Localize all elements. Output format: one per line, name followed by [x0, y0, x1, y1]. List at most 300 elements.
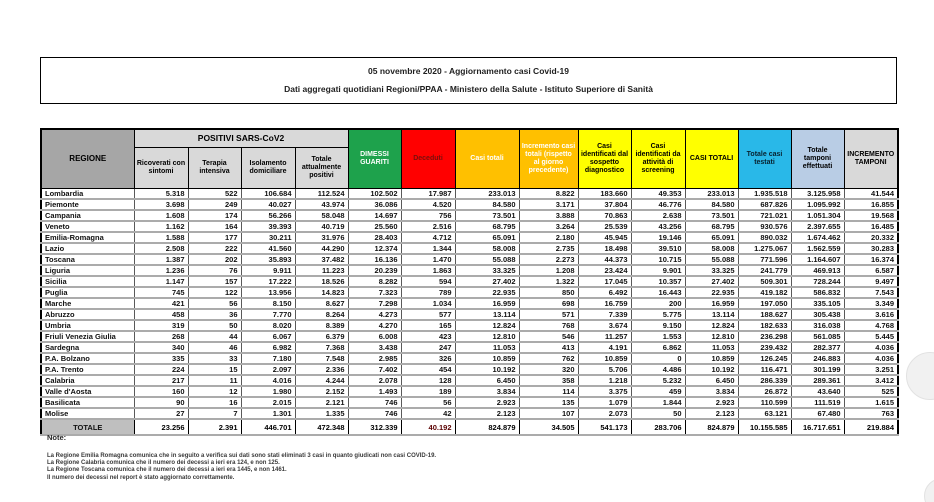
data-cell: 16.443: [631, 287, 685, 298]
data-cell: 6.008: [348, 331, 401, 342]
data-cell: 1.208: [519, 265, 578, 276]
data-cell: 4.191: [578, 342, 631, 353]
data-cell: 3.834: [455, 386, 519, 397]
data-cell: 35.893: [241, 254, 295, 265]
column-header-incremento-casi: Incremento casi totali (rispetto al giorno precedente): [519, 129, 578, 189]
data-cell: 1.980: [241, 386, 295, 397]
data-cell: 10.715: [631, 254, 685, 265]
data-cell: 2.923: [455, 397, 519, 408]
table-row: [41, 210, 898, 221]
data-cell: 4.016: [241, 375, 295, 386]
table-row: [41, 331, 898, 342]
totale-data-cell: 40.192: [401, 419, 455, 435]
column-header-attivita-screening: Casi identificati da attività di screening: [631, 129, 685, 189]
data-cell: 1.844: [631, 397, 685, 408]
totale-data-cell: 312.339: [348, 419, 401, 435]
column-header-terapia-intensiva: Terapia intensiva: [188, 148, 241, 189]
data-cell: 0: [631, 353, 685, 364]
data-cell: 459: [631, 386, 685, 397]
data-cell: 68.795: [685, 221, 738, 232]
table-row: [41, 265, 898, 276]
totale-data-cell: 23.256: [134, 419, 188, 435]
data-cell: 5.445: [844, 331, 898, 342]
data-cell: 241.779: [738, 265, 791, 276]
data-cell: 7: [188, 408, 241, 419]
data-cell: 19.568: [844, 210, 898, 221]
data-cell: 2.397.655: [791, 221, 844, 232]
data-cell: 698: [519, 298, 578, 309]
data-cell: 16.136: [348, 254, 401, 265]
data-cell: 233.013: [685, 189, 738, 200]
data-cell: 10.859: [455, 353, 519, 364]
data-cell: 7.402: [348, 364, 401, 375]
region-name-cell: Liguria: [41, 265, 134, 276]
floating-widget-button-secondary[interactable]: [924, 478, 934, 502]
data-cell: 11.257: [578, 331, 631, 342]
totale-data-cell: 16.717.651: [791, 419, 844, 435]
data-cell: 40.719: [295, 221, 348, 232]
data-cell: 509.301: [738, 276, 791, 287]
data-cell: 286.339: [738, 375, 791, 386]
data-cell: 768: [519, 320, 578, 331]
data-cell: 4.244: [295, 375, 348, 386]
region-name-cell: Campania: [41, 210, 134, 221]
data-cell: 17.987: [401, 189, 455, 200]
data-cell: 546: [519, 331, 578, 342]
data-cell: 36.086: [348, 199, 401, 210]
data-cell: 8.020: [241, 320, 295, 331]
data-cell: 217: [134, 375, 188, 386]
totale-data-cell: 283.706: [631, 419, 685, 435]
data-cell: 13.114: [455, 309, 519, 320]
data-cell: 236.298: [738, 331, 791, 342]
data-cell: 756: [401, 210, 455, 221]
data-cell: 10.357: [631, 276, 685, 287]
data-cell: 3.412: [844, 375, 898, 386]
data-cell: 22.935: [455, 287, 519, 298]
data-cell: 42: [401, 408, 455, 419]
data-cell: 4.036: [844, 342, 898, 353]
data-cell: 7.339: [578, 309, 631, 320]
data-cell: 1.615: [844, 397, 898, 408]
data-cell: 289.361: [791, 375, 844, 386]
column-header-tamponi-effettuati: Totale tamponi effettuati: [791, 129, 844, 189]
column-header-incremento-tamponi: INCREMENTO TAMPONI: [844, 129, 898, 189]
data-cell: 2.985: [348, 353, 401, 364]
data-cell: 8.150: [241, 298, 295, 309]
region-name-cell: Veneto: [41, 221, 134, 232]
data-cell: 2.015: [241, 397, 295, 408]
table-row: [41, 408, 898, 419]
notes-section: [47, 433, 887, 482]
note-line: La Regione Toscana comunica che il numero dei decessi a ieri era 1445, e non 1461.: [47, 467, 287, 474]
data-cell: 745: [134, 287, 188, 298]
data-cell: 8.822: [519, 189, 578, 200]
report-date-title: 05 novembre 2020 - Aggiornamento casi Covid-19: [368, 66, 569, 77]
data-cell: 84.580: [455, 199, 519, 210]
data-cell: 2.638: [631, 210, 685, 221]
totale-data-cell: 219.884: [844, 419, 898, 435]
data-cell: 10.859: [685, 353, 738, 364]
data-cell: 18.526: [295, 276, 348, 287]
data-cell: 2.735: [519, 243, 578, 254]
data-cell: 1.335: [295, 408, 348, 419]
data-cell: 3.125.958: [791, 189, 844, 200]
data-cell: 423: [401, 331, 455, 342]
data-cell: 1.164.607: [791, 254, 844, 265]
data-cell: 458: [134, 309, 188, 320]
data-cell: 320: [519, 364, 578, 375]
data-cell: 594: [401, 276, 455, 287]
data-cell: 561.085: [791, 331, 844, 342]
data-cell: 1.387: [134, 254, 188, 265]
data-cell: 721.021: [738, 210, 791, 221]
table-row: [41, 342, 898, 353]
data-cell: 14.823: [295, 287, 348, 298]
region-name-cell: Abruzzo: [41, 309, 134, 320]
data-cell: 102.502: [348, 189, 401, 200]
totale-data-cell: 824.879: [455, 419, 519, 435]
data-cell: 469.913: [791, 265, 844, 276]
data-cell: 22.935: [685, 287, 738, 298]
table-row: [41, 232, 898, 243]
data-cell: 10.859: [578, 353, 631, 364]
table-row: [41, 364, 898, 375]
data-cell: 12.374: [348, 243, 401, 254]
data-cell: 107: [519, 408, 578, 419]
column-header-casi-testati: Totale casi testati: [738, 129, 791, 189]
data-cell: 84.580: [685, 199, 738, 210]
data-cell: 7.548: [295, 353, 348, 364]
region-name-cell: Emilia-Romagna: [41, 232, 134, 243]
data-cell: 222: [188, 243, 241, 254]
data-cell: 46.776: [631, 199, 685, 210]
data-cell: 182.633: [738, 320, 791, 331]
data-cell: 12.810: [685, 331, 738, 342]
totale-data-cell: 10.155.585: [738, 419, 791, 435]
data-cell: 197.050: [738, 298, 791, 309]
region-name-cell: P.A. Trento: [41, 364, 134, 375]
column-header-ricoverati: Ricoverati con sintomi: [134, 148, 188, 189]
data-cell: 25.539: [578, 221, 631, 232]
table-row: [41, 189, 898, 200]
data-cell: 20.239: [348, 265, 401, 276]
notes-title: Note:: [47, 433, 67, 442]
note-line: Il numero dei decessi nel report è stato aggiornato correttamente.: [47, 474, 235, 481]
report-title-box: [40, 57, 897, 104]
region-name-cell: Molise: [41, 408, 134, 419]
data-cell: 49.353: [631, 189, 685, 200]
column-header-isolamento: Isolamento domiciliare: [241, 148, 295, 189]
totale-data-cell: 472.348: [295, 419, 348, 435]
report-source-subtitle: Dati aggregati quotidiani Regioni/PPAA - Ministero della Salute - Istituto Superiore di Sanità: [284, 84, 653, 95]
data-cell: 17.045: [578, 276, 631, 287]
data-cell: 13.114: [685, 309, 738, 320]
data-cell: 525: [844, 386, 898, 397]
data-cell: 3.674: [578, 320, 631, 331]
data-cell: 746: [348, 397, 401, 408]
data-cell: 68.795: [455, 221, 519, 232]
table-row: [41, 298, 898, 309]
data-cell: 165: [401, 320, 455, 331]
data-cell: 7.298: [348, 298, 401, 309]
data-cell: 1.674.462: [791, 232, 844, 243]
data-cell: 27.402: [455, 276, 519, 287]
region-name-cell: Lombardia: [41, 189, 134, 200]
data-cell: 164: [188, 221, 241, 232]
data-cell: 183.660: [578, 189, 631, 200]
region-name-cell: Piemonte: [41, 199, 134, 210]
data-cell: 112.524: [295, 189, 348, 200]
table-row: [41, 309, 898, 320]
data-cell: 33.325: [455, 265, 519, 276]
data-cell: 56: [401, 397, 455, 408]
data-cell: 28.403: [348, 232, 401, 243]
region-name-cell: Valle d'Aosta: [41, 386, 134, 397]
region-name-cell: Sardegna: [41, 342, 134, 353]
data-cell: 728.244: [791, 276, 844, 287]
data-cell: 7.323: [348, 287, 401, 298]
data-cell: 17.222: [241, 276, 295, 287]
data-cell: 63.121: [738, 408, 791, 419]
data-cell: 11: [188, 375, 241, 386]
data-cell: 746: [348, 408, 401, 419]
data-cell: 5.706: [578, 364, 631, 375]
data-cell: 789: [401, 287, 455, 298]
data-cell: 4.486: [631, 364, 685, 375]
data-cell: 44: [188, 331, 241, 342]
data-cell: 2.097: [241, 364, 295, 375]
data-cell: 27: [134, 408, 188, 419]
column-header-casi-totali: Casi totali: [455, 129, 519, 189]
data-cell: 4.520: [401, 199, 455, 210]
data-cell: 3.251: [844, 364, 898, 375]
data-cell: 114: [519, 386, 578, 397]
data-cell: 1.863: [401, 265, 455, 276]
data-cell: 1.079: [578, 397, 631, 408]
data-cell: 4.273: [348, 309, 401, 320]
data-cell: 189: [401, 386, 455, 397]
column-header-sospetto-diagnostico: Casi identificati dal sospetto diagnostico: [578, 129, 631, 189]
region-name-cell: P.A. Bolzano: [41, 353, 134, 364]
data-cell: 1.236: [134, 265, 188, 276]
data-cell: 44.373: [578, 254, 631, 265]
data-cell: 55.088: [685, 254, 738, 265]
table-row: [41, 386, 898, 397]
data-cell: 8.627: [295, 298, 348, 309]
table-row: [41, 320, 898, 331]
region-name-cell: Toscana: [41, 254, 134, 265]
data-cell: 6.982: [241, 342, 295, 353]
data-cell: 174: [188, 210, 241, 221]
data-cell: 246.883: [791, 353, 844, 364]
data-cell: 23.424: [578, 265, 631, 276]
data-cell: 7.180: [241, 353, 295, 364]
data-cell: 571: [519, 309, 578, 320]
column-header-regione: REGIONE: [41, 129, 134, 189]
data-cell: 4.712: [401, 232, 455, 243]
data-cell: 335.105: [791, 298, 844, 309]
region-name-cell: Puglia: [41, 287, 134, 298]
data-cell: 6.450: [685, 375, 738, 386]
data-cell: 522: [188, 189, 241, 200]
data-cell: 111.519: [791, 397, 844, 408]
data-cell: 37.482: [295, 254, 348, 265]
data-cell: 2.923: [685, 397, 738, 408]
data-cell: 3.698: [134, 199, 188, 210]
data-cell: 5.775: [631, 309, 685, 320]
data-cell: 2.273: [519, 254, 578, 265]
data-cell: 319: [134, 320, 188, 331]
data-cell: 56.266: [241, 210, 295, 221]
data-cell: 687.826: [738, 199, 791, 210]
data-cell: 1.588: [134, 232, 188, 243]
data-cell: 37.804: [578, 199, 631, 210]
data-cell: 2.073: [578, 408, 631, 419]
data-cell: 18.498: [578, 243, 631, 254]
data-cell: 2.180: [519, 232, 578, 243]
data-cell: 9.901: [631, 265, 685, 276]
data-cell: 2.516: [401, 221, 455, 232]
data-cell: 268: [134, 331, 188, 342]
table-row: [41, 287, 898, 298]
column-header-attualmente-positivi: Totale attualmente positivi: [295, 148, 348, 189]
data-cell: 11.053: [455, 342, 519, 353]
data-cell: 3.834: [685, 386, 738, 397]
data-cell: 33.325: [685, 265, 738, 276]
data-cell: 8.282: [348, 276, 401, 287]
data-cell: 9.150: [631, 320, 685, 331]
data-cell: 16.759: [578, 298, 631, 309]
data-cell: 58.048: [295, 210, 348, 221]
data-cell: 7.543: [844, 287, 898, 298]
data-cell: 16.959: [455, 298, 519, 309]
data-cell: 340: [134, 342, 188, 353]
data-cell: 157: [188, 276, 241, 287]
data-cell: 3.616: [844, 309, 898, 320]
data-cell: 419.182: [738, 287, 791, 298]
data-cell: 2.152: [295, 386, 348, 397]
totale-data-cell: 541.173: [578, 419, 631, 435]
table-row: [41, 353, 898, 364]
data-cell: 305.438: [791, 309, 844, 320]
floating-widget-button[interactable]: [906, 352, 934, 400]
data-cell: 44.290: [295, 243, 348, 254]
data-cell: 1.051.304: [791, 210, 844, 221]
data-cell: 249: [188, 199, 241, 210]
data-cell: 233.013: [455, 189, 519, 200]
data-cell: 2.123: [455, 408, 519, 419]
data-cell: 1.935.518: [738, 189, 791, 200]
data-cell: 8.389: [295, 320, 348, 331]
data-cell: 20.332: [844, 232, 898, 243]
data-cell: 5.232: [631, 375, 685, 386]
data-cell: 454: [401, 364, 455, 375]
data-cell: 6.450: [455, 375, 519, 386]
data-cell: 224: [134, 364, 188, 375]
data-cell: 6.067: [241, 331, 295, 342]
data-cell: 43.974: [295, 199, 348, 210]
data-cell: 19.146: [631, 232, 685, 243]
data-cell: 6.587: [844, 265, 898, 276]
data-cell: 771.596: [738, 254, 791, 265]
totale-data-cell: 824.879: [685, 419, 738, 435]
data-cell: 65.091: [455, 232, 519, 243]
data-cell: 11.053: [685, 342, 738, 353]
data-cell: 6.379: [295, 331, 348, 342]
data-cell: 1.095.992: [791, 199, 844, 210]
data-cell: 200: [631, 298, 685, 309]
data-cell: 33: [188, 353, 241, 364]
table-row: [41, 397, 898, 408]
data-cell: 4.036: [844, 353, 898, 364]
data-cell: 316.038: [791, 320, 844, 331]
data-cell: 10.192: [685, 364, 738, 375]
data-cell: 58.008: [685, 243, 738, 254]
table-header: [41, 129, 898, 189]
region-name-cell: Calabria: [41, 375, 134, 386]
data-cell: 16.855: [844, 199, 898, 210]
data-cell: 50: [631, 408, 685, 419]
note-line: La Regione Emilia Romagna comunica che in seguito a verifica sui dati sono stati eliminati 3 casi in quanto giudicati non casi COVID-19.: [47, 453, 437, 459]
data-cell: 202: [188, 254, 241, 265]
data-cell: 73.501: [685, 210, 738, 221]
data-cell: 43.256: [631, 221, 685, 232]
data-cell: 2.336: [295, 364, 348, 375]
data-cell: 3.349: [844, 298, 898, 309]
data-cell: 76: [188, 265, 241, 276]
data-cell: 7.368: [295, 342, 348, 353]
data-cell: 282.377: [791, 342, 844, 353]
data-cell: 850: [519, 287, 578, 298]
data-cell: 73.501: [455, 210, 519, 221]
data-cell: 3.171: [519, 199, 578, 210]
data-cell: 6.862: [631, 342, 685, 353]
data-cell: 36: [188, 309, 241, 320]
data-cell: 128: [401, 375, 455, 386]
data-cell: 2.123: [685, 408, 738, 419]
data-cell: 12.824: [455, 320, 519, 331]
data-cell: 41.544: [844, 189, 898, 200]
data-cell: 106.684: [241, 189, 295, 200]
data-cell: 90: [134, 397, 188, 408]
data-cell: 762: [519, 353, 578, 364]
data-cell: 56: [188, 298, 241, 309]
data-cell: 1.034: [401, 298, 455, 309]
data-cell: 1.162: [134, 221, 188, 232]
data-cell: 70.863: [578, 210, 631, 221]
data-cell: 122: [188, 287, 241, 298]
data-cell: 1.470: [401, 254, 455, 265]
region-name-cell: Umbria: [41, 320, 134, 331]
column-header-casi-totali-2: CASI TOTALI: [685, 129, 738, 189]
data-cell: 7.770: [241, 309, 295, 320]
data-cell: 10.192: [455, 364, 519, 375]
region-name-cell: Lazio: [41, 243, 134, 254]
data-cell: 65.091: [685, 232, 738, 243]
data-cell: 1.608: [134, 210, 188, 221]
data-cell: 3.888: [519, 210, 578, 221]
data-cell: 4.768: [844, 320, 898, 331]
totale-data-cell: 34.505: [519, 419, 578, 435]
data-cell: 177: [188, 232, 241, 243]
data-cell: 421: [134, 298, 188, 309]
data-cell: 16.959: [685, 298, 738, 309]
column-group-positivi: POSITIVI SARS-CoV2: [134, 129, 348, 148]
data-cell: 15: [188, 364, 241, 375]
table-row: [41, 199, 898, 210]
column-header-deceduti: Deceduti: [401, 129, 455, 189]
